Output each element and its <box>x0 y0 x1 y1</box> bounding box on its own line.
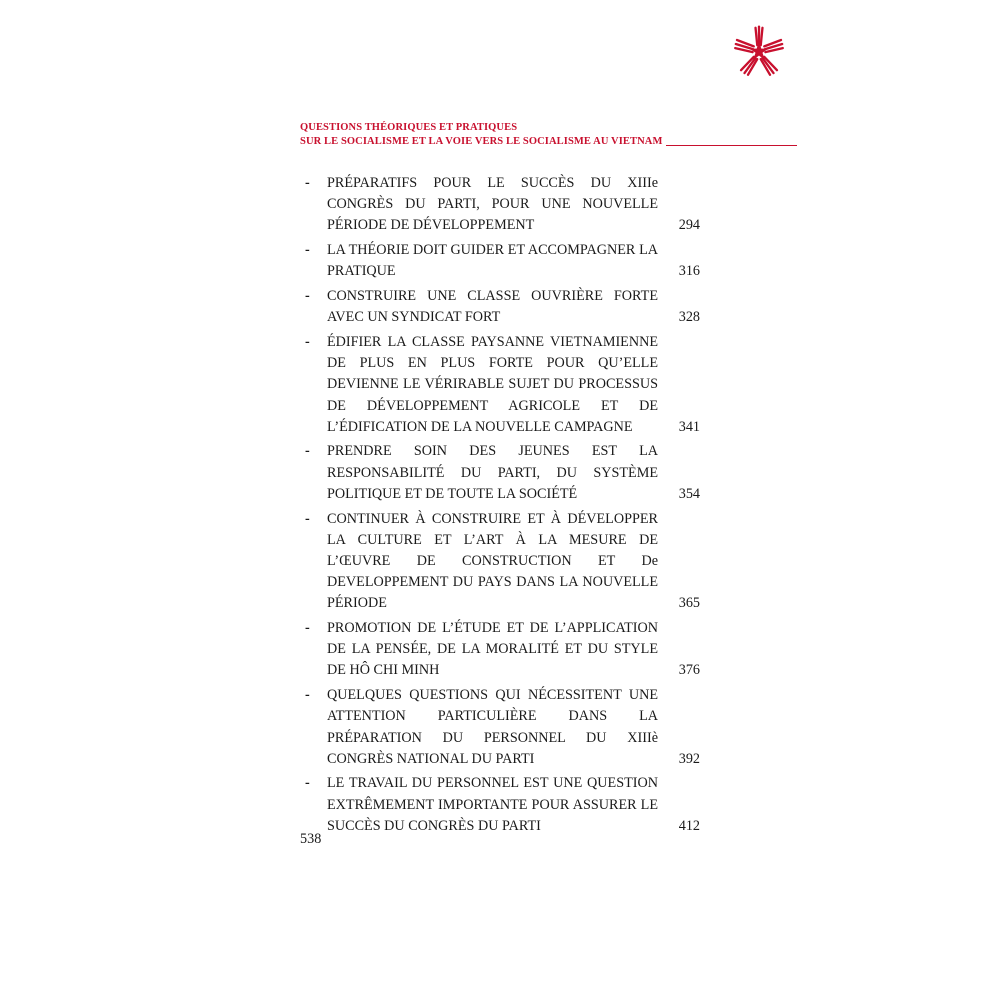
toc-entry <box>300 441 700 505</box>
toc-entry-page: 294 <box>678 217 700 234</box>
header-rule <box>666 145 797 146</box>
toc-entry <box>300 332 700 438</box>
toc-entry-title: CONTINUER À CONSTRUIRE ET À DÉVELOPPER LA CULTURE ET L’ART À LA MESURE DE L’ŒUVRE DE CONSTRUCTION ET De DEVELOPPEMENT DU PAYS DANS LA NOUVELLE PÉRIODE <box>327 510 658 612</box>
bullet-dash: - <box>305 288 310 305</box>
toc-entry-page: 412 <box>678 817 700 834</box>
page-number: 538 <box>300 831 322 847</box>
toc-entry-title: LE TRAVAIL DU PERSONNEL EST UNE QUESTION EXTRÊMEMENT IMPORTANTE POUR ASSURER LE SUCCÈS DU CONGRÈS DU PARTI <box>327 775 658 834</box>
red-star-emblem-icon <box>730 22 788 80</box>
header-line-1: QUESTIONS THÉORIQUES ET PRATIQUES <box>300 122 518 133</box>
bullet-dash: - <box>305 510 310 527</box>
toc-entry <box>300 240 700 282</box>
toc-entry-page: 365 <box>678 595 700 612</box>
toc-entry <box>300 773 700 837</box>
toc-entry <box>300 685 700 770</box>
toc-entry-title: PROMOTION DE L’ÉTUDE ET DE L’APPLICATION DE LA PENSÉE, DE LA MORALITÉ ET DU STYLE DE HÔ CHI MINH <box>327 620 658 679</box>
toc-entry-title: ÉDIFIER LA CLASSE PAYSANNE VIETNAMIENNE DE PLUS EN PLUS FORTE POUR QU’ELLE DEVIENNE LE VÉRIRABLE SUJET DU PROCESSUS DE DÉVELOPPEMENT AGRICOLE ET DE L’ÉDIFICATION DE LA NOUVELLE CAMPAGNE <box>327 333 658 435</box>
emblem-svg <box>730 22 788 80</box>
toc-entry-page: 354 <box>678 485 700 502</box>
toc-entry-page: 376 <box>678 662 700 679</box>
toc-entry <box>300 618 700 682</box>
bullet-dash: - <box>305 687 310 704</box>
header-line-2: SUR LE SOCIALISME ET LA VOIE VERS LE SOCIALISME AU VIETNAM <box>300 136 663 147</box>
header-line-2-row <box>300 135 797 149</box>
bullet-dash: - <box>305 333 310 350</box>
toc-entry <box>300 286 700 328</box>
toc-entry-page: 316 <box>678 263 700 280</box>
table-of-contents <box>300 173 700 841</box>
toc-entry <box>300 173 700 237</box>
bullet-dash: - <box>305 443 310 460</box>
bullet-dash: - <box>305 620 310 637</box>
toc-entry-page: 341 <box>678 418 700 435</box>
toc-entry-title: CONSTRUIRE UNE CLASSE OUVRIÈRE FORTE AVEC UN SYNDICAT FORT <box>327 288 658 326</box>
toc-entry-title: LA THÉORIE DOIT GUIDER ET ACCOMPAGNER LA PRATIQUE <box>327 242 658 280</box>
toc-entry <box>300 509 700 615</box>
toc-entry-page: 328 <box>678 309 700 326</box>
running-header <box>300 121 797 149</box>
toc-entry-title: PRÉPARATIFS POUR LE SUCCÈS DU XIIIe CONGRÈS DU PARTI, POUR UNE NOUVELLE PÉRIODE DE DÉVELOPPEMENT <box>327 175 658 234</box>
toc-entry-title: QUELQUES QUESTIONS QUI NÉCESSITENT UNE ATTENTION PARTICULIÈRE DANS LA PRÉPARATION DU PERSONNEL DU XIIIè CONGRÈS NATIONAL DU PARTI <box>327 687 658 767</box>
bullet-dash: - <box>305 775 310 792</box>
toc-entry-title: PRENDRE SOIN DES JEUNES EST LA RESPONSABILITÉ DU PARTI, DU SYSTÈME POLITIQUE ET DE TOUTE LA SOCIÉTÉ <box>327 443 658 502</box>
toc-entry-page: 392 <box>678 750 700 767</box>
bullet-dash: - <box>305 175 310 191</box>
bullet-dash: - <box>305 242 310 259</box>
